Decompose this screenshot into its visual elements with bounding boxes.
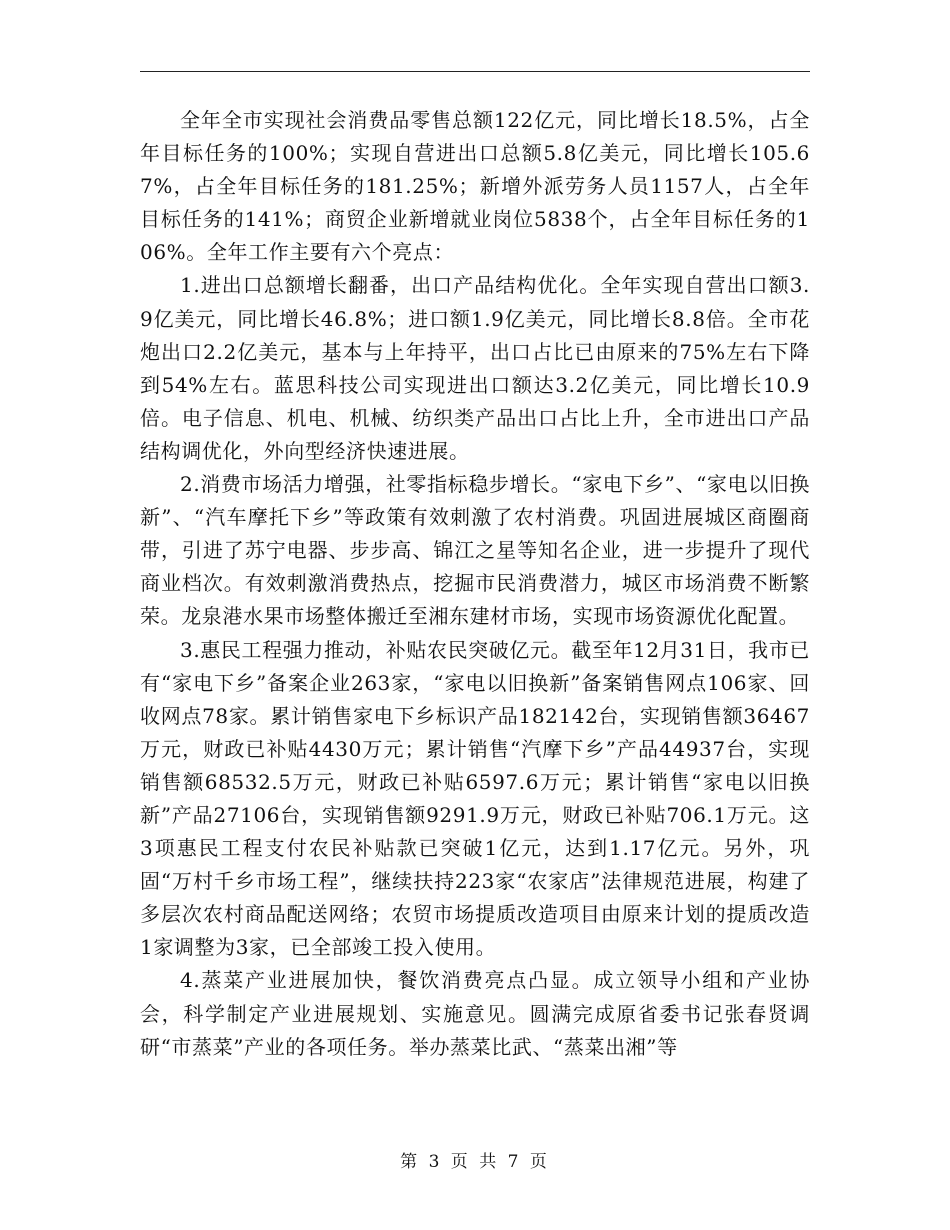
paragraph-consumer-market: 2.消费市场活力增强，社零指标稳步增长。“家电下乡”、“家电以旧换新”、“汽车摩托下乡”等政策有效刺激了农村消费。巩固进展城区商圈商带，引进了苏宁电器、步步高、锦江之星等知名企业，进一步提升了现代商业档次。有效刺激消费热点，挖掘市民消费潜力，城区市场消费不断繁荣。龙泉港水果市场整体搬迁至湘东建材市场，实现市场资源优化配置。 (140, 472, 810, 629)
paragraph-steamed-dishes: 4.蒸菜产业进展加快，餐饮消费亮点凸显。成立领导小组和产业协会，科学制定产业进展规划、实施意见。圆满完成原省委书记张春贤调研“市蒸菜”产业的各项任务。举办蒸菜比武、“蒸菜出湘”等 (140, 968, 810, 1059)
paragraph-summary: 全年全市实现社会消费品零售总额122亿元，同比增长18.5%，占全年目标任务的100%；实现自营进出口总额5.8亿美元，同比增长105.67%，占全年目标任务的181.25%；新增外派劳务人员1157人，占全年目标任务的141%；商贸企业新增就业岗位5838个，占全年目标任务的106%。全年工作主要有六个亮点： (140, 108, 810, 265)
header-rule (140, 71, 810, 72)
document-body (140, 104, 810, 1064)
paragraph-benefit-projects: 3.惠民工程强力推动，补贴农民突破亿元。截至年12月31日，我市已有“家电下乡”备案企业263家，“家电以旧换新”备案销售网点106家、回收网点78家。累计销售家电下乡标识产品182142台，实现销售额36467万元，财政已补贴4430万元；累计销售“汽摩下乡”产品44937台，实现销售额68532.5万元，财政已补贴6597.6万元；累计销售“家电以旧换新”产品27106台，实现销售额9291.9万元，财政已补贴706.1万元。这3项惠民工程支付农民补贴款已突破1亿元，达到1.17亿元。另外，巩固“万村千乡市场工程”，继续扶持223家“农家店”法律规范进展，构建了多层次农村商品配送网络；农贸市场提质改造项目由原来计划的提质改造1家调整为3家，已全部竣工投入使用。 (140, 637, 810, 960)
page-number-footer: 第 3 页 共 7 页 (400, 1152, 550, 1172)
paragraph-import-export: 1.进出口总额增长翻番，出口产品结构优化。全年实现自营出口额3.9亿美元，同比增长46.8%；进口额1.9亿美元，同比增长8.8倍。全市花炮出口2.2亿美元，基本与上年持平，出口占比已由原来的75%左右下降到54%左右。蓝思科技公司实现进出口额达3.2亿美元，同比增长10.9倍。电子信息、机电、机械、纺织类产品出口占比上升，全市进出口产品结构调优化，外向型经济快速进展。 (140, 273, 810, 463)
